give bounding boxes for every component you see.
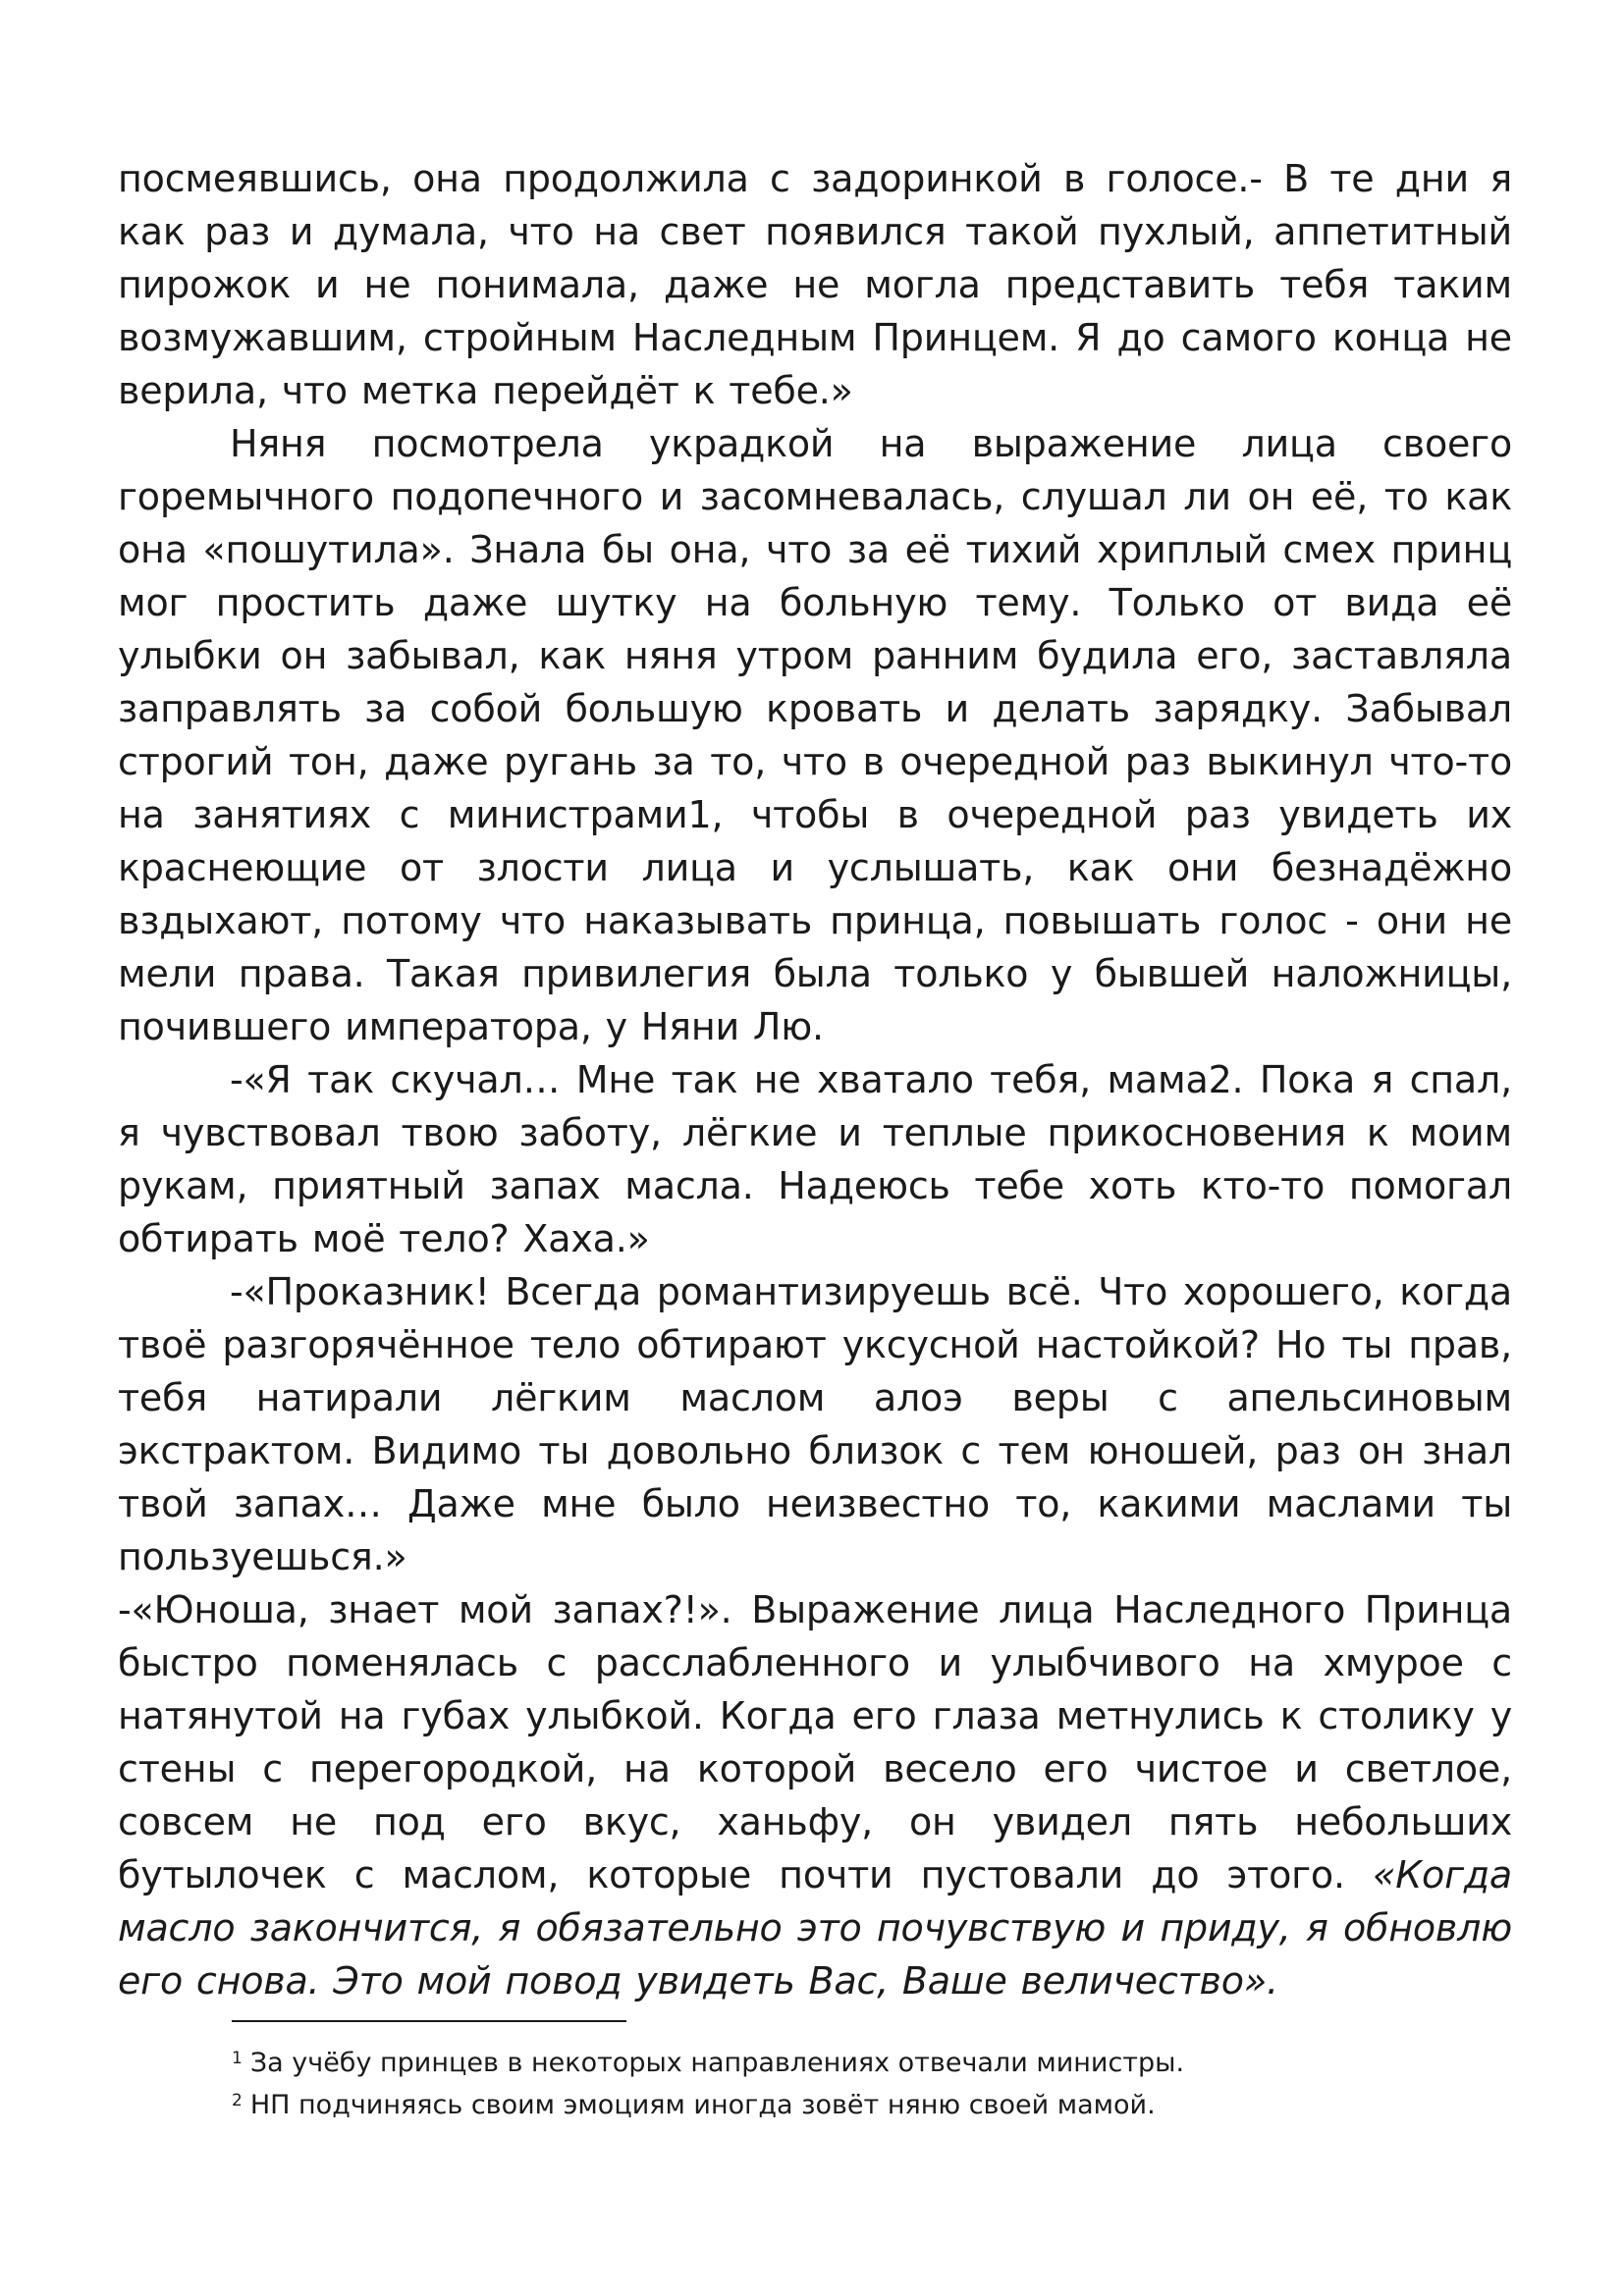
document-body: [118, 152, 1512, 2007]
paragraph-5-text: -«Юноша, знает мой запах?!». Выражение лица Наследного Принца быстро поменялась с расслабленного и улыбчивого на хмурое с натянутой на губах улыбкой. Когда его глаза метнулись к столику у стены с перегородкой, на которой весело его чистое и светлое, совсем не под его вкус, ханьфу, он увидел пять небольших бутылочек с маслом, которые почти пустовали до этого.: [118, 1588, 1512, 1896]
footnote-2-text: НП подчиняясь своим эмоциям иногда зовёт няню своей мамой.: [249, 2090, 1156, 2120]
footnote-1-mark: 1: [232, 2049, 243, 2068]
footnote-1: [232, 2040, 1508, 2082]
paragraph-2: Няня посмотрела украдкой на выражение лица своего горемычного подопечного и засомневалась, слушал ли он её, то как она «пошутила». Знала бы она, что за её тихий хриплый смех принц мог простить даже шутку на больную тему. Только от вида её улыбки он забывал, как няня утром ранним будила его, заставляла заправлять за собой большую кровать и делать зарядку. Забывал строгий тон, даже ругань за то, что в очередной раз выкинул что-то на занятиях с министрами1, чтобы в очередной раз увидеть их краснеющие от злости лица и услышать, как они безнадёжно вздыхают, потому что наказывать принца, повышать голос - они не мели права. Такая привилегия была только у бывшей наложницы, почившего императора, у Няни Лю.: [118, 422, 1512, 1048]
paragraph-4: -«Проказник! Всегда романтизируешь всё. Что хорошего, когда твоё разгорячённое тело обтирают уксусной настойкой? Но ты прав, тебя натирали лёгким маслом алоэ веры с апельсиновым экстрактом. Видимо ты довольно близок с тем юношей, раз он знал твой запах… Даже мне было неизвестно то, какими маслами ты пользуешься.»: [118, 1270, 1512, 1578]
footnote-2: [232, 2082, 1508, 2124]
paragraph-5-italic-quote: «Когда масло закончится, я обязательно это почувствую и приду, я обновлю его снова. Это мой повод увидеть Вас, Ваше величество».: [118, 1853, 1512, 2002]
footnote-separator: [232, 2020, 626, 2022]
paragraph-3: -«Я так скучал… Мне так не хватало тебя, мама2. Пока я спал, я чувствовал твою заботу, лёгкие и теплые прикосновения к моим рукам, приятный запах масла. Надеюсь тебе хоть кто-то помогал обтирать моё тело? Хаха.»: [118, 1058, 1512, 1260]
paragraph-1: посмеявшись, она продолжила с задоринкой в голосе.- В те дни я как раз и думала, что на свет появился такой пухлый, аппетитный пирожок и не понимала, даже не могла представить тебя таким возмужавшим, стройным Наследным Принцем. Я до самого конца не верила, что метка перейдёт к тебе.»: [118, 157, 1512, 412]
footnote-2-mark: 2: [232, 2091, 243, 2110]
footnote-1-text: За учёбу принцев в некоторых направлениях отвечали министры.: [249, 2048, 1185, 2078]
paragraph-5: [118, 1583, 1512, 2007]
footnotes: [232, 2040, 1508, 2124]
